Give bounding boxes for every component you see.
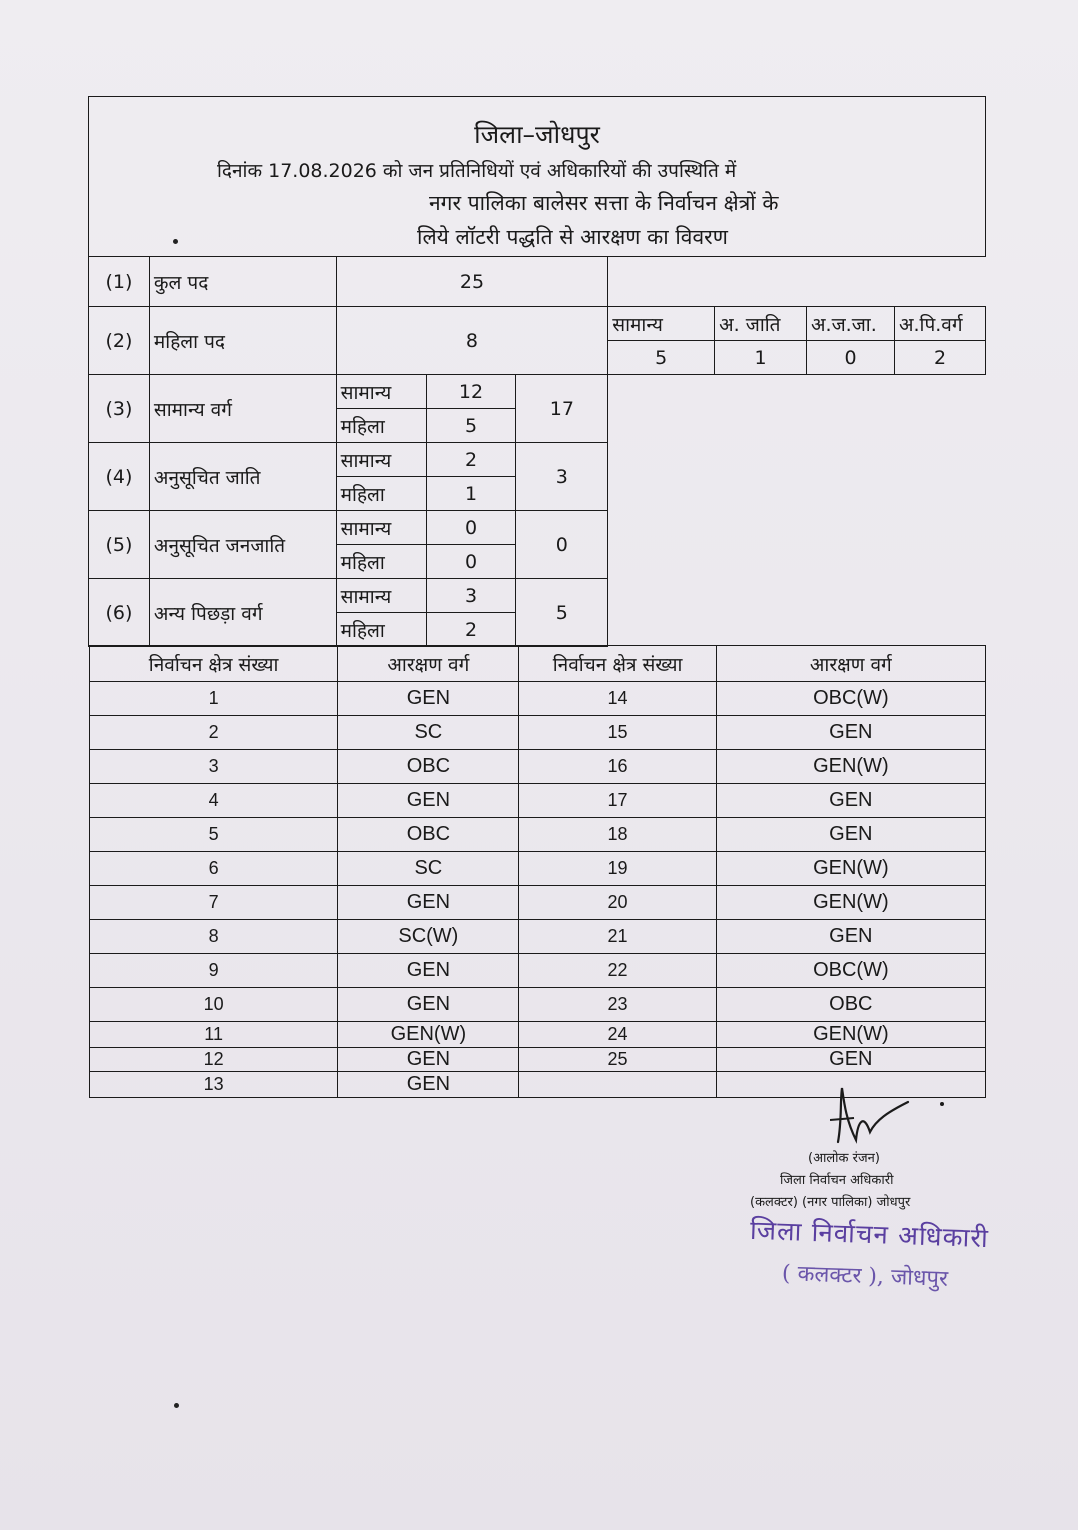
breakdown-value: 2	[894, 341, 985, 375]
constituency-number: 4	[90, 784, 338, 818]
reservation-category: GEN(W)	[338, 1022, 519, 1048]
sub-label: महिला	[336, 477, 426, 511]
reservation-category: OBC	[338, 818, 519, 852]
reservation-category: GEN	[338, 682, 519, 716]
women-count: 5	[426, 409, 516, 443]
category-total: 17	[516, 375, 608, 443]
category-total: 5	[516, 579, 608, 647]
sub-label: महिला	[336, 409, 426, 443]
breakdown-header: अ. जाति	[715, 307, 807, 341]
reservation-category: GEN	[716, 1048, 985, 1072]
constituency-number: 16	[519, 750, 716, 784]
constituency-number: 13	[90, 1072, 338, 1098]
reservation-category: GEN	[338, 784, 519, 818]
category-total: 3	[516, 443, 608, 511]
reservation-category: OBC(W)	[716, 954, 985, 988]
reservation-category: GEN	[338, 886, 519, 920]
row-number: (3)	[89, 375, 150, 443]
speck	[174, 1403, 179, 1408]
reservation-category: GEN(W)	[716, 1022, 985, 1048]
table-row	[90, 818, 986, 852]
officer-office: (कलक्टर) (नगर पालिका) जोधपुर	[750, 1195, 911, 1210]
column-header: आरक्षण वर्ग	[338, 646, 519, 682]
constituency-number: 18	[519, 818, 716, 852]
allotment-table	[89, 645, 986, 1098]
table-row	[90, 784, 986, 818]
constituency-number	[519, 1072, 716, 1098]
officer-designation: जिला निर्वाचन अधिकारी	[780, 1173, 894, 1188]
constituency-number: 12	[90, 1048, 338, 1072]
constituency-number: 21	[519, 920, 716, 954]
reservation-category: OBC	[716, 988, 985, 1022]
breakdown-value: 5	[608, 341, 715, 375]
row-number: (1)	[89, 257, 150, 307]
constituency-number: 11	[90, 1022, 338, 1048]
stamp-line-2: ( कलक्टर ), जोधपुर	[781, 1261, 949, 1292]
constituency-number: 15	[519, 716, 716, 750]
row-label: महिला पद	[149, 307, 336, 375]
constituency-number: 9	[90, 954, 338, 988]
officer-name: (आलोक रंजन)	[808, 1151, 880, 1166]
women-count: 0	[426, 545, 516, 579]
constituency-number: 3	[90, 750, 338, 784]
women-value: 8	[336, 307, 608, 375]
sub-label: महिला	[336, 545, 426, 579]
column-header: आरक्षण वर्ग	[716, 646, 985, 682]
reservation-category: GEN	[338, 1072, 519, 1098]
total-value: 25	[336, 257, 608, 307]
table-row	[90, 920, 986, 954]
breakdown-value: 0	[807, 341, 895, 375]
reservation-category: GEN	[338, 1048, 519, 1072]
reservation-category: GEN	[338, 988, 519, 1022]
reservation-category: GEN	[716, 818, 985, 852]
sub-label: सामान्य	[336, 375, 426, 409]
allotment-header-row	[90, 646, 986, 682]
reservation-category: GEN(W)	[716, 852, 985, 886]
constituency-number: 22	[519, 954, 716, 988]
table-row	[90, 716, 986, 750]
constituency-number: 14	[519, 682, 716, 716]
row-number: (2)	[89, 307, 150, 375]
general-count: 3	[426, 579, 516, 613]
breakdown-header: सामान्य	[608, 307, 715, 341]
summary-row-women	[89, 307, 986, 341]
sub-label: सामान्य	[336, 511, 426, 545]
summary-table	[88, 256, 986, 647]
table-row	[90, 1022, 986, 1048]
constituency-number: 10	[90, 988, 338, 1022]
table-row	[90, 750, 986, 784]
general-count: 0	[426, 511, 516, 545]
table-row	[90, 852, 986, 886]
row-label: कुल पद	[149, 257, 336, 307]
constituency-number: 17	[519, 784, 716, 818]
row-number: (6)	[89, 579, 150, 647]
row-number: (5)	[89, 511, 150, 579]
reservation-category: SC	[338, 716, 519, 750]
header-line-date: दिनांक 17.08.2026 को जन प्रतिनिधियों एवं अधिकारियों की उपस्थिति में	[217, 160, 737, 182]
column-header: निर्वाचन क्षेत्र संख्या	[90, 646, 338, 682]
constituency-number: 7	[90, 886, 338, 920]
signature-mark	[830, 1080, 960, 1150]
column-header: निर्वाचन क्षेत्र संख्या	[519, 646, 716, 682]
table-row	[90, 1048, 986, 1072]
general-count: 2	[426, 443, 516, 477]
general-count: 12	[426, 375, 516, 409]
constituency-number: 23	[519, 988, 716, 1022]
constituency-number: 5	[90, 818, 338, 852]
sub-label: महिला	[336, 613, 426, 647]
summary-row-total	[89, 257, 986, 307]
reservation-category: OBC	[338, 750, 519, 784]
breakdown-value: 1	[715, 341, 807, 375]
constituency-number: 6	[90, 852, 338, 886]
category-total: 0	[516, 511, 608, 579]
sub-label: सामान्य	[336, 579, 426, 613]
category-row	[89, 375, 986, 409]
reservation-category: GEN(W)	[716, 886, 985, 920]
reservation-category: GEN	[716, 784, 985, 818]
table-row	[90, 954, 986, 988]
constituency-number: 2	[90, 716, 338, 750]
constituency-number: 25	[519, 1048, 716, 1072]
header-box	[88, 96, 986, 257]
reservation-category: GEN	[716, 920, 985, 954]
district-title: जिला–जोधपुर	[474, 120, 600, 149]
allotment-body	[90, 682, 986, 1098]
table-row	[90, 682, 986, 716]
stamp-line-1: जिला निर्वाचन अधिकारी	[749, 1215, 990, 1255]
constituency-number: 1	[90, 682, 338, 716]
breakdown-header: अ.पि.वर्ग	[894, 307, 985, 341]
row-number: (4)	[89, 443, 150, 511]
header-line-lottery: लिये लॉटरी पद्धति से आरक्षण का विवरण	[417, 225, 728, 249]
row-label: अनुसूचित जनजाति	[149, 511, 336, 579]
constituency-number: 19	[519, 852, 716, 886]
constituency-number: 24	[519, 1022, 716, 1048]
reservation-category: SC(W)	[338, 920, 519, 954]
row-label: अन्य पिछड़ा वर्ग	[149, 579, 336, 647]
constituency-number: 8	[90, 920, 338, 954]
row-label: सामान्य वर्ग	[149, 375, 336, 443]
sub-label: सामान्य	[336, 443, 426, 477]
reservation-category: OBC(W)	[716, 682, 985, 716]
reservation-category: SC	[338, 852, 519, 886]
row-label: अनुसूचित जाति	[149, 443, 336, 511]
table-row	[90, 988, 986, 1022]
reservation-category: GEN	[716, 716, 985, 750]
speck	[173, 239, 178, 244]
women-count: 2	[426, 613, 516, 647]
header-line-municipality: नगर पालिका बालेसर सत्ता के निर्वाचन क्षेत्रों के	[429, 191, 779, 215]
reservation-category: GEN(W)	[716, 750, 985, 784]
reservation-category: GEN	[338, 954, 519, 988]
breakdown-header: अ.ज.जा.	[807, 307, 895, 341]
women-count: 1	[426, 477, 516, 511]
table-row	[90, 886, 986, 920]
constituency-number: 20	[519, 886, 716, 920]
